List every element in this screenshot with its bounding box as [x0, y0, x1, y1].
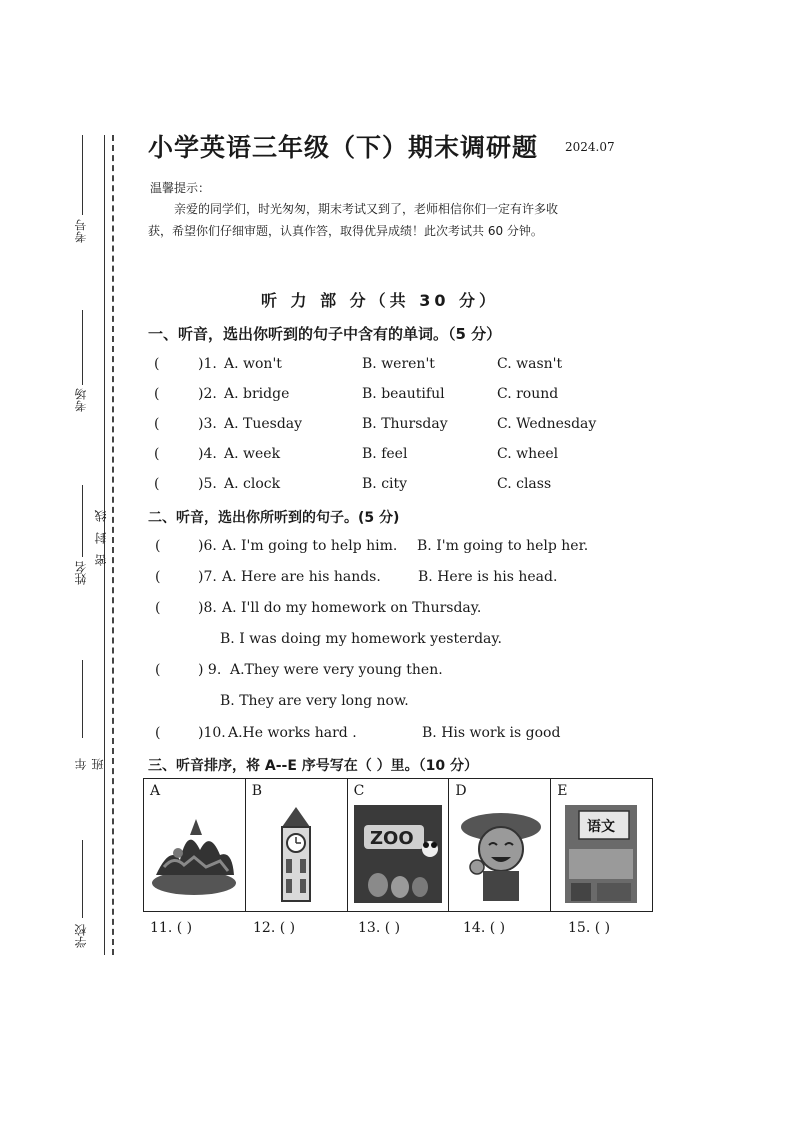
option-b: B. city	[362, 476, 408, 492]
option-a: A. Here are his hands.	[222, 569, 381, 585]
question-number: )4.	[198, 446, 217, 462]
binding-dashed-line	[112, 135, 114, 955]
exam-number-label: 考号	[74, 219, 88, 243]
option-b: B. beautiful	[362, 386, 445, 402]
question-number: )2.	[198, 386, 217, 402]
picture-letter: E	[557, 783, 568, 799]
option-a: A.They were very young then.	[230, 662, 443, 678]
answer-paren[interactable]: (	[154, 476, 160, 492]
option-a: A. I'm going to help him.	[222, 538, 398, 554]
option-b: B. I'm going to help her.	[417, 538, 589, 554]
option-a: A. I'll do my homework on Thursday.	[222, 600, 482, 616]
class-label: 年班	[74, 746, 105, 770]
option-c: C. round	[497, 386, 559, 402]
picture-letter: C	[353, 783, 365, 799]
tip-body: 亲爱的同学们，时光匆匆，期末考试又到了，老师相信你们一定有许多收获，希望你们仔细审题，认真作答，取得优异成绩！此次考试共 60 分钟。	[148, 202, 559, 238]
option-c: C. wasn't	[497, 356, 563, 372]
question-number: )3.	[198, 416, 217, 432]
dragon-boat-icon	[150, 805, 238, 903]
answer-slot-15[interactable]: 15. ( )	[568, 920, 611, 936]
question-number: ) 9.	[198, 662, 222, 678]
picture-cell-d	[449, 779, 551, 911]
answer-paren[interactable]: (	[155, 569, 161, 585]
picture-cell-a	[144, 779, 246, 911]
exam-room-field	[68, 310, 90, 420]
option-c: C. class	[497, 476, 552, 492]
section2-heading: 二、听音，选出你所听到的句子。(5 分)	[148, 510, 400, 526]
option-a: A. week	[224, 446, 281, 462]
picture-letter: D	[455, 783, 467, 799]
chinese-book-icon	[557, 805, 645, 903]
answer-paren[interactable]: (	[154, 416, 160, 432]
page-title: 小学英语三年级（下）期末调研题	[148, 133, 539, 162]
option-a: A. won't	[224, 356, 282, 372]
school-label: 学校	[74, 924, 88, 948]
tip-heading: 温馨提示：	[150, 181, 211, 195]
option-b: B. Thursday	[362, 416, 448, 432]
answer-paren[interactable]: (	[155, 662, 161, 678]
picture-cell-c	[348, 779, 450, 911]
option-a: A. clock	[224, 476, 281, 492]
option-b: B. Here is his head.	[418, 569, 558, 585]
exam-number-field	[68, 135, 90, 245]
question-number: )5.	[198, 476, 217, 492]
picture-cell-e	[551, 779, 652, 911]
answer-paren[interactable]: (	[154, 386, 160, 402]
answer-slot-12[interactable]: 12. ( )	[253, 920, 296, 936]
clock-tower-icon	[252, 805, 340, 903]
question-number: )10.	[198, 725, 226, 741]
section1-heading: 一、听音，选出你听到的句子中含有的单词。（5 分）	[148, 325, 502, 343]
laughing-man-icon	[455, 805, 543, 903]
exam-date: 2024.07	[565, 140, 615, 154]
question-number: )6.	[198, 538, 217, 554]
name-label: 姓名	[74, 561, 88, 585]
option-b: B. I was doing my homework yesterday.	[220, 631, 502, 647]
answer-paren[interactable]: (	[155, 725, 161, 741]
exam-room-label: 考场	[74, 388, 88, 412]
option-a: A. bridge	[224, 386, 290, 402]
question-number: )8.	[198, 600, 217, 616]
svg-text:ZOO: ZOO	[369, 828, 414, 849]
section3-heading: 三、听音排序，将 A--E 序号写在（ ）里。（10 分）	[148, 758, 478, 774]
option-c: C. Wednesday	[497, 416, 597, 432]
picture-cell-b	[246, 779, 348, 911]
picture-letter: A	[150, 783, 161, 799]
option-c: C. wheel	[497, 446, 559, 462]
picture-letter: B	[251, 783, 263, 799]
answer-slot-13[interactable]: 13. ( )	[358, 920, 401, 936]
svg-text:语文: 语文	[587, 819, 616, 835]
answer-paren[interactable]: (	[154, 356, 160, 372]
option-b: B. feel	[362, 446, 408, 462]
option-a: A. Tuesday	[224, 416, 303, 432]
question-number: )1.	[198, 356, 217, 372]
listening-part-title: 听 力 部 分（共 30 分）	[260, 291, 500, 310]
option-b: B. They are very long now.	[220, 693, 409, 709]
picture-strip	[143, 778, 653, 912]
answer-paren[interactable]: (	[154, 446, 160, 462]
zoo-gate-icon	[354, 805, 442, 903]
answer-slot-14[interactable]: 14. ( )	[463, 920, 506, 936]
answer-paren[interactable]: (	[155, 538, 161, 554]
question-number: )7.	[198, 569, 217, 585]
name-field	[68, 485, 90, 595]
option-a: A.He works hard .	[228, 725, 357, 741]
option-b: B. His work is good	[422, 725, 561, 741]
option-b: B. weren't	[362, 356, 435, 372]
seal-line-label: 密封线	[94, 500, 108, 566]
answer-paren[interactable]: (	[155, 600, 161, 616]
school-field	[68, 840, 90, 955]
answer-slot-11[interactable]: 11. ( )	[150, 920, 193, 936]
class-field	[68, 660, 105, 770]
